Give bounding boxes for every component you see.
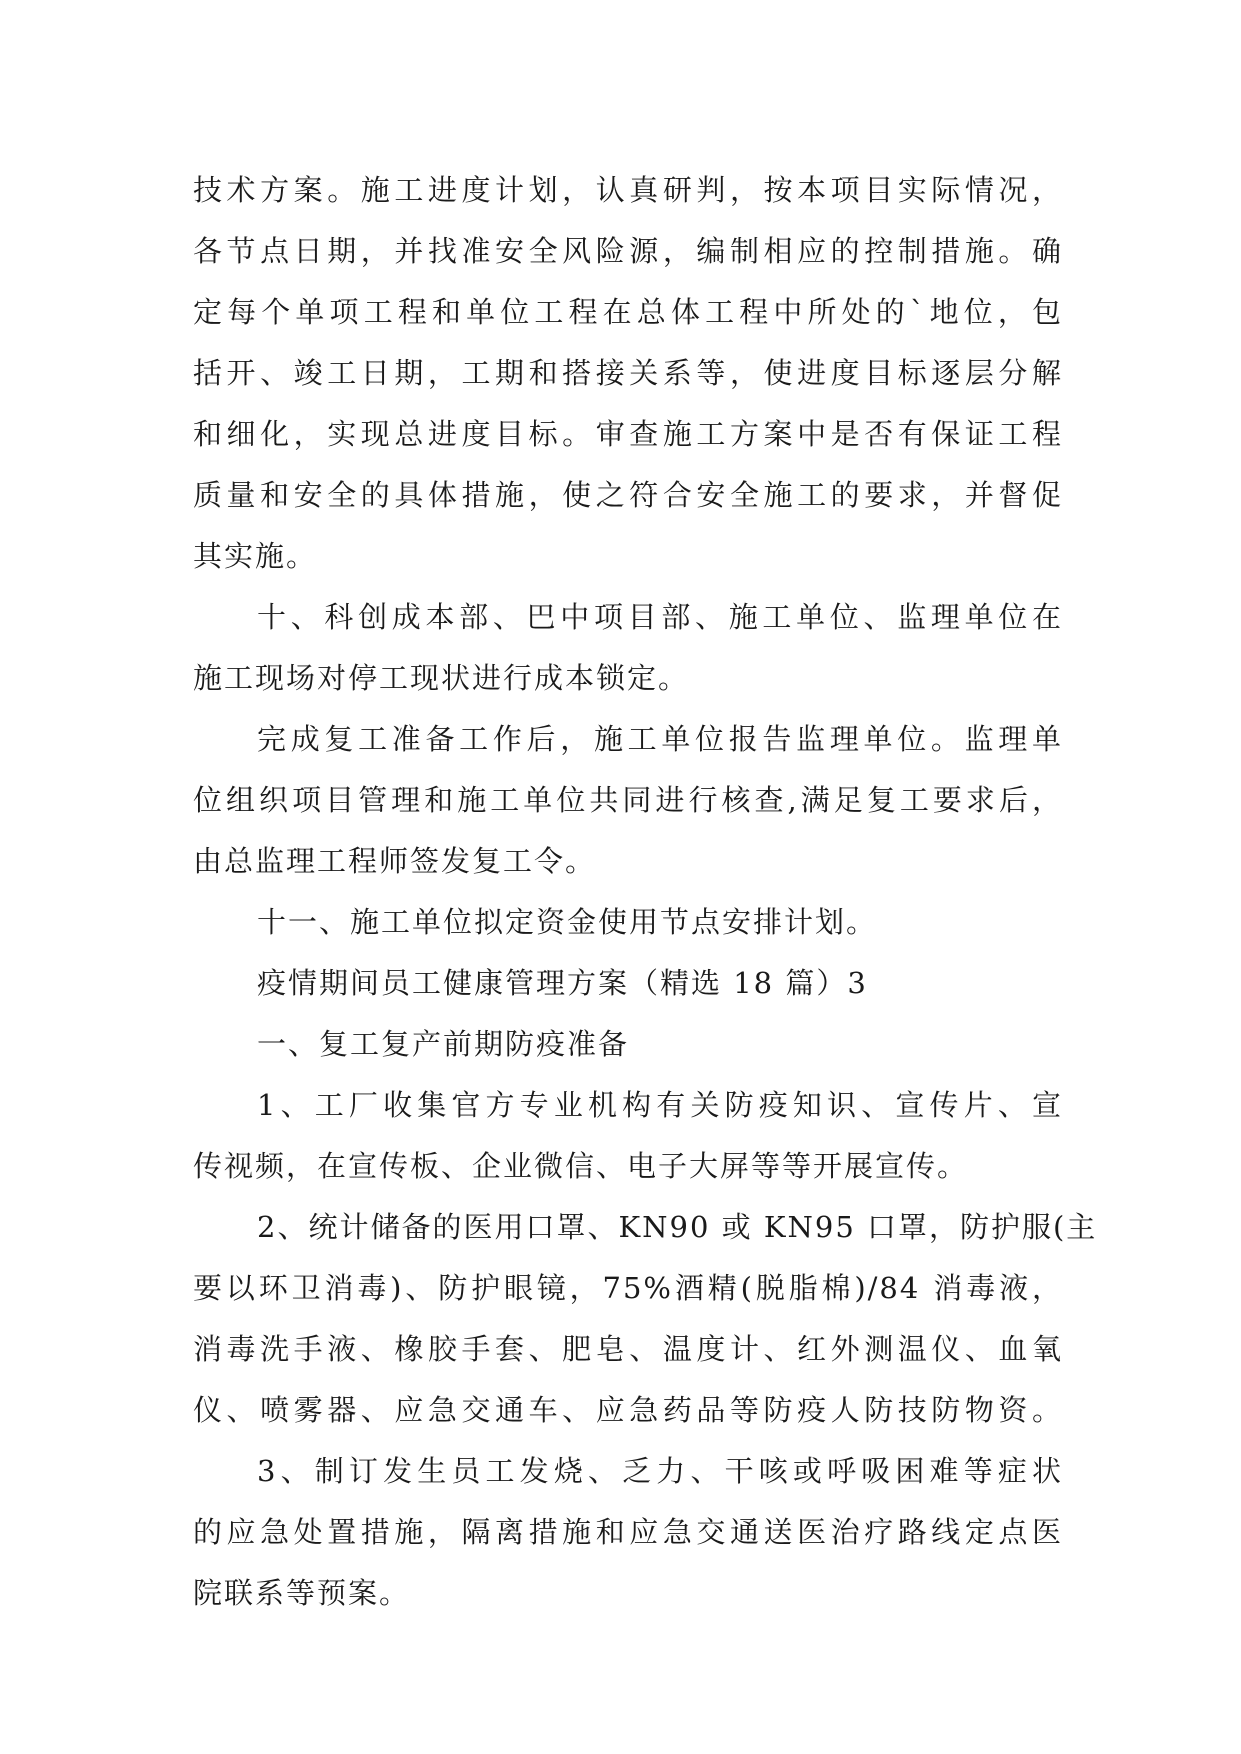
text-line: 十、科创成本部、巴中项目部、施工单位、监理单位在 [257,600,1063,634]
text-line: 要以环卫消毒)、防护眼镜，75%酒精(脱脂棉)/84 消毒液， [193,1271,1063,1305]
text-line: 其实施。 [193,539,318,573]
text-line: 仪、喷雾器、应急交通车、应急药品等防疫人防技防物资。 [193,1393,1063,1427]
text-line: 各节点日期，并找准安全风险源，编制相应的控制措施。确 [193,234,1063,268]
text-line: 定每个单项工程和单位工程在总体工程中所处的`地位，包 [193,295,1063,329]
text-line: 完成复工准备工作后，施工单位报告监理单位。监理单 [257,722,1063,756]
text-line: 施工现场对停工现状进行成本锁定。 [193,661,690,695]
text-line: 十一、施工单位拟定资金使用节点安排计划。 [257,905,878,939]
text-line: 一、复工复产前期防疫准备 [257,1027,630,1061]
text-line: 质量和安全的具体措施，使之符合安全施工的要求，并督促 [193,478,1063,512]
text-line: 括开、竣工日期，工期和搭接关系等，使进度目标逐层分解 [193,356,1063,390]
text-line: 2、统计储备的医用口罩、KN90 或 KN95 口罩，防护服(主 [257,1210,1098,1244]
text-line: 技术方案。施工进度计划，认真研判，按本项目实际情况， [193,173,1063,207]
text-line: 的应急处置措施，隔离措施和应急交通送医治疗路线定点医 [193,1515,1063,1549]
document-body [193,160,1098,1624]
text-line: 消毒洗手液、橡胶手套、肥皂、温度计、红外测温仪、血氧 [193,1332,1063,1366]
text-line: 和细化，实现总进度目标。审查施工方案中是否有保证工程 [193,417,1063,451]
text-line: 传视频，在宣传板、企业微信、电子大屏等等开展宣传。 [193,1149,969,1183]
text-line: 院联系等预案。 [193,1576,411,1610]
text-line: 位组织项目管理和施工单位共同进行核查,满足复工要求后， [193,783,1063,817]
text-line: 由总监理工程师签发复工令。 [193,844,597,878]
text-line: 1、工厂收集官方专业机构有关防疫知识、宣传片、宣 [257,1088,1063,1122]
text-line: 疫情期间员工健康管理方案（精选 18 篇）3 [257,966,868,1000]
text-line: 3、制订发生员工发烧、乏力、干咳或呼吸困难等症状 [257,1454,1063,1488]
